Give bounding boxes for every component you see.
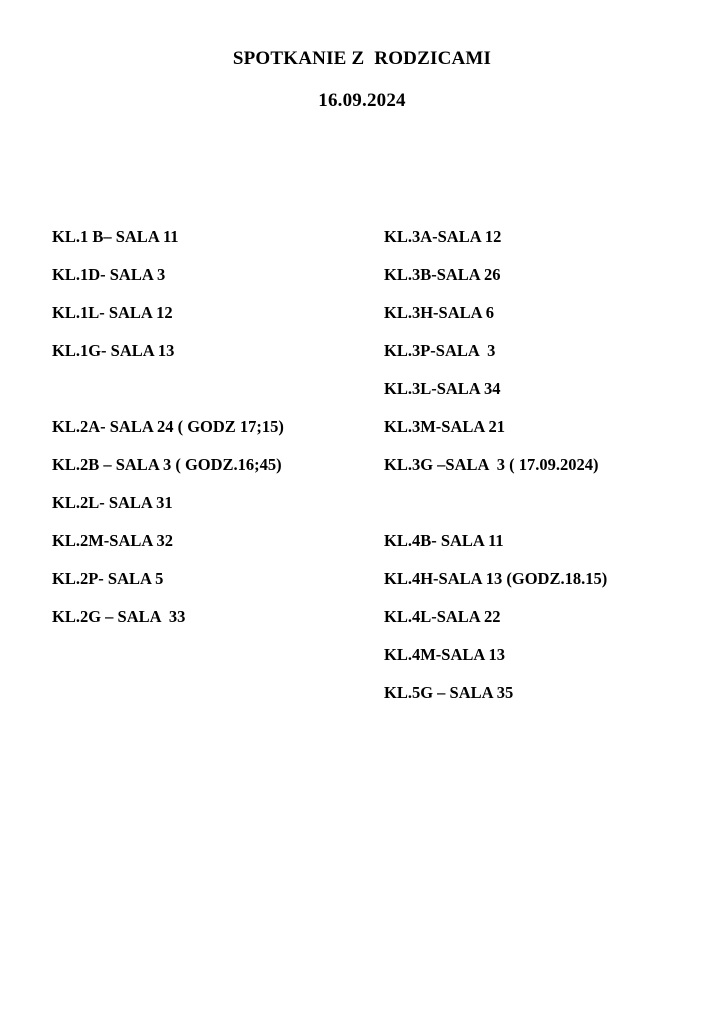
class-room-entry: KL.2A- SALA 24 ( GODZ 17;15) xyxy=(52,417,284,436)
class-room-entry: KL.2L- SALA 31 xyxy=(52,493,173,512)
class-room-entry: KL.1D- SALA 3 xyxy=(52,265,166,284)
class-room-entry: KL.1 B– SALA 11 xyxy=(52,227,179,246)
class-room-entry: KL.3B-SALA 26 xyxy=(384,265,501,284)
right-column xyxy=(384,226,607,720)
class-room-entry: KL.2B – SALA 3 ( GODZ.16;45) xyxy=(52,455,282,474)
class-room-entry: KL.4B- SALA 11 xyxy=(384,531,504,550)
class-room-entry: KL.4H-SALA 13 (GODZ.18.15) xyxy=(384,569,608,588)
class-room-entry: KL.2P- SALA 5 xyxy=(52,569,164,588)
meeting-date: 16.09.2024 xyxy=(318,90,406,111)
left-column xyxy=(52,226,284,644)
class-room-entry: KL.3H-SALA 6 xyxy=(384,303,495,322)
class-room-entry: KL.1G- SALA 13 xyxy=(52,341,175,360)
document-title: SPOTKANIE Z RODZICAMI xyxy=(232,48,492,69)
class-room-entry: KL.3L-SALA 34 xyxy=(384,379,501,398)
class-room-entry: KL.2M-SALA 32 xyxy=(52,531,174,550)
class-room-entry: KL.2G – SALA 33 xyxy=(52,607,186,626)
class-room-entry: KL.3M-SALA 21 xyxy=(384,417,506,436)
class-room-entry: KL.1L- SALA 12 xyxy=(52,303,173,322)
class-room-entry: KL.3G –SALA 3 ( 17.09.2024) xyxy=(384,455,599,474)
class-room-entry: KL.4L-SALA 22 xyxy=(384,607,501,626)
spacer xyxy=(52,378,284,416)
spacer xyxy=(384,492,607,530)
class-room-entry: KL.4M-SALA 13 xyxy=(384,645,506,664)
class-room-entry: KL.3P-SALA 3 xyxy=(384,341,496,360)
class-room-entry: KL.3A-SALA 12 xyxy=(384,227,502,246)
class-room-entry: KL.5G – SALA 35 xyxy=(384,683,514,702)
